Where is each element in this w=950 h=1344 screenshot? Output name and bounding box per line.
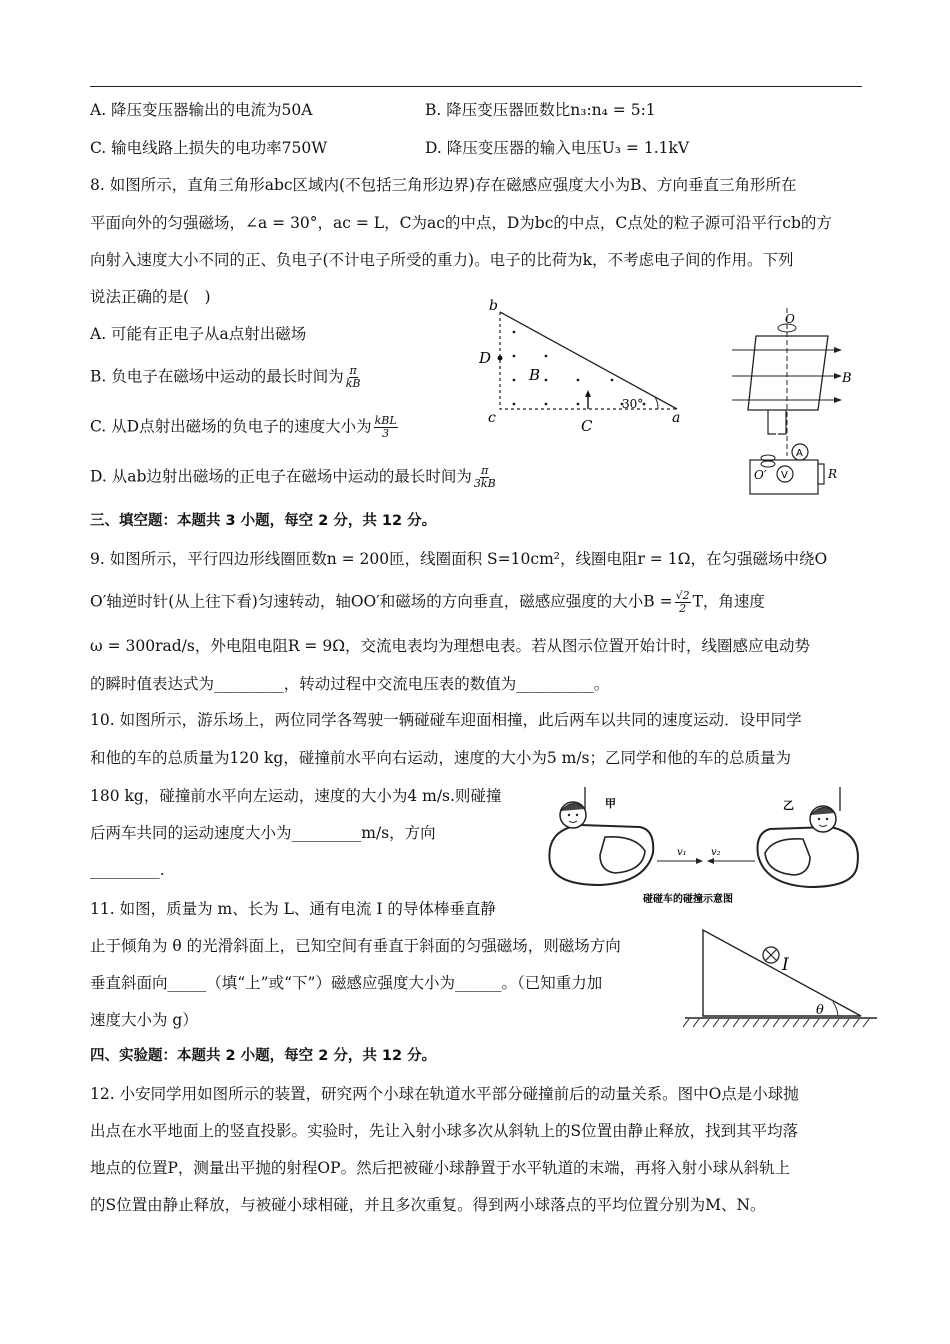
q8-triangle-figure (472, 294, 692, 439)
q7-option-c: C. 输电线路上损失的电功率750W (90, 139, 328, 157)
lead-left (768, 410, 776, 434)
label-v1: v₁ (677, 847, 687, 858)
q11-stem-line4: 速度大小为 g） (90, 1011, 198, 1029)
q8-option-c-fraction (374, 415, 398, 440)
q8-option-d-text: D. 从ab边射出磁场的正电子在磁场中运动的最长时间为 (90, 467, 472, 486)
q8-stem-line1: 8. 如图所示，直角三角形abc区域内(不包括三角形边界)存在磁感应强度大小为B、方向垂直三角形所在 (90, 176, 797, 194)
q12-stem-line2: 出点在水平地面上的竖直投影。实验时，先让入射小球多次从斜轨上的S位置由静止释放，找到其平均落 (90, 1122, 799, 1140)
angle-arc (833, 1002, 838, 1016)
label-d: D (479, 349, 492, 367)
q8-option-b (90, 365, 363, 390)
label-a: a (672, 410, 681, 426)
q12-stem-line4: 的S位置由静止释放，与被碰小球相碰，并且多次重复。得到两小球落点的平均位置分别为M、N。 (90, 1196, 766, 1214)
figure-caption: 碰碰车的碰撞示意图 (643, 894, 733, 905)
q9-stem-line4: 的瞬时值表达式为_________，转动过程中交流电压表的数值为__________。 (90, 675, 610, 693)
label-field: B (842, 371, 852, 386)
q7-option-d: D. 降压变压器的输入电压U₃ = 1.1kV (425, 139, 690, 157)
q10-bumper-cars-figure (545, 785, 865, 910)
label-b: b (489, 298, 498, 314)
q12-stem-line3: 地点的位置P，测量出平抛的射程OP。然后把被碰小球静置于水平轨道的末端，再将入射小球从斜轨上 (90, 1159, 791, 1177)
resistor (818, 464, 824, 484)
q9-coil-figure (730, 306, 855, 498)
fraction-denominator: 3kB (473, 477, 496, 490)
left-bumper-car (549, 787, 653, 885)
q9-stem-line1: 9. 如图所示，平行四边形线圈匝数n = 200匝，线圈面积 S=10cm²，线圈电阻r = 1Ω，在匀强磁场中绕O (90, 550, 828, 568)
fraction-denominator: 3 (382, 427, 390, 440)
q11-stem-line3: 垂直斜面向_____（填“上”或“下”）磁感应强度大小为______。（已知重力加 (90, 974, 603, 992)
q7-option-a: A. 降压变压器输出的电流为50A (90, 101, 313, 119)
label-jia: 甲 (605, 797, 616, 810)
q10-stem-line3: 180 kg，碰撞前水平向左运动，速度的大小为4 m/s.则碰撞 (90, 787, 502, 805)
fraction-numerator: √2 (675, 589, 690, 602)
label-resistor: R (828, 467, 838, 481)
velocity-arrowhead-v1 (696, 858, 703, 864)
section-3-title: 三、填空题：本题共 3 小题，每空 2 分，共 12 分。 (90, 513, 437, 529)
label-current: I (782, 955, 789, 975)
q9-line2-tail: T，角速度 (692, 592, 765, 611)
label-theta: θ (816, 1003, 824, 1018)
q9-stem-line2 (90, 590, 765, 615)
slip-ring-right (761, 461, 775, 467)
header-rule (90, 86, 862, 87)
fraction-numerator: kBL (374, 414, 397, 427)
label-voltmeter: V (781, 470, 788, 481)
q10-stem-line1: 10. 如图所示，游乐场上，两位同学各驾驶一辆碰碰车迎面相撞，此后两车以共同的速度运动．设甲同学 (90, 711, 802, 729)
fraction-denominator: kB (345, 377, 361, 390)
q9-stem-line3: ω = 300rad/s，外电阻电阻R = 9Ω，交流电表均为理想电表。若从图示位置开始计时，线圈感应电动势 (90, 637, 811, 655)
q12-stem-line1: 12. 小安同学用如图所示的装置，研究两个小球在轨道水平部分碰撞前后的动量关系。图中O点是小球抛 (90, 1085, 799, 1103)
velocity-arrowhead-v2 (707, 858, 714, 864)
label-angle: 30° (622, 397, 644, 411)
label-yi: 乙 (783, 799, 794, 812)
coil-frame (748, 336, 828, 410)
fraction-numerator: π (481, 464, 489, 477)
right-bumper-car (758, 787, 858, 887)
label-axis-o: O (785, 312, 795, 326)
fraction-numerator: π (349, 364, 357, 377)
q8-option-a: A. 可能有正电子从a点射出磁场 (90, 325, 307, 343)
q8-option-b-fraction (346, 365, 361, 390)
q10-stem-line5: _________. (90, 861, 165, 879)
q8-option-d-fraction (474, 465, 496, 490)
q11-stem-line2: 止于倾角为 θ 的光滑斜面上，已知空间有垂直于斜面的匀强磁场，则磁场方向 (90, 937, 621, 955)
q8-stem-line3: 向射入速度大小不同的正、负电子(不计电子所受的重力)。电子的比荷为k，不考虑电子间的作用。下列 (90, 251, 794, 269)
point-d-dot (498, 356, 503, 361)
label-c-point: C (581, 417, 593, 435)
lead-right (778, 410, 786, 434)
q9-line2-text: O′轴逆时针(从上往下看)匀速转动，轴OO′和磁场的方向垂直，磁感应强度的大小B = (90, 592, 673, 611)
q8-option-c (90, 415, 400, 440)
q11-incline-figure (683, 922, 879, 1030)
q11-stem-line1: 11. 如图，质量为 m、长为 L、通有电流 I 的导体棒垂直静 (90, 900, 496, 918)
label-ammeter: A (796, 448, 803, 459)
q8-option-c-text: C. 从D点射出磁场的负电子的速度大小为 (90, 417, 372, 436)
fraction-denominator: 2 (679, 602, 687, 615)
field-arrowheads (834, 347, 842, 403)
q10-stem-line4: 后两车共同的运动速度大小为_________m/s，方向 (90, 824, 436, 842)
section-4-title: 四、实验题：本题共 2 小题，每空 2 分，共 12 分。 (90, 1048, 437, 1064)
q7-option-b: B. 降压变压器匝数比n₃:n₄ = 5:1 (425, 101, 656, 119)
label-axis-o-prime: O′ (754, 468, 767, 482)
q8-stem-line2: 平面向外的匀强磁场，∠a = 30°，ac = L，C为ac的中点，D为bc的中点，C点处的粒子源可沿平行cb的方 (90, 214, 832, 232)
q8-option-b-text: B. 负电子在磁场中运动的最长时间为 (90, 367, 344, 386)
label-field-b: B (529, 366, 541, 384)
label-c-lower: c (488, 410, 496, 426)
q10-stem-line2: 和他的车的总质量为120 kg，碰撞前水平向右运动，速度的大小为5 m/s；乙同学和他的车的总质量为 (90, 749, 791, 767)
label-v2: v₂ (711, 847, 721, 858)
q8-stem-line4: 说法正确的是( ) (90, 288, 211, 306)
q8-option-d (90, 465, 498, 490)
q9-b-fraction (675, 590, 691, 615)
velocity-arrowhead (585, 390, 591, 397)
ground-hatching (683, 1019, 869, 1027)
